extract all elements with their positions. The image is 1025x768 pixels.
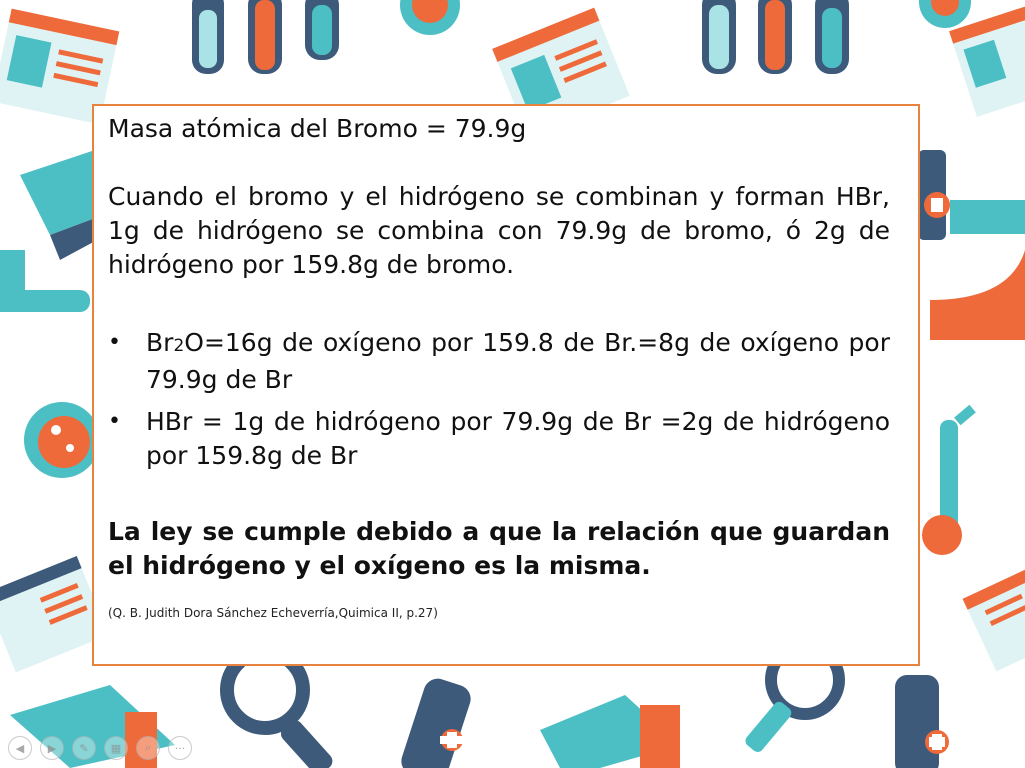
round-flask-icon: [24, 402, 100, 478]
atomic-mass-line: Masa atómica del Bromo = 79.9g: [108, 114, 527, 143]
combination-paragraph: Cuando el bromo y el hidrógeno se combinan y forman HBr, 1g de hidrógeno se combina con 79.9g de bromo, ó 2g de hidrógeno por 159.8g de bromo.: [108, 182, 890, 279]
bullet-dot: •: [108, 330, 121, 355]
test-tube-icon: [702, 0, 849, 74]
more-icon: ···: [174, 741, 186, 755]
pen-tool-button[interactable]: [72, 736, 96, 760]
zoom-button[interactable]: [136, 736, 160, 760]
see-all-slides-button[interactable]: [104, 736, 128, 760]
previous-slide-button[interactable]: [8, 736, 32, 760]
more-options-button[interactable]: [168, 736, 192, 760]
slide-content-box: [92, 104, 920, 666]
magnifier-icon: [227, 652, 336, 768]
next-slide-button[interactable]: [40, 736, 64, 760]
arrow-left-icon: ◀: [15, 741, 25, 755]
microscope-icon: [918, 150, 1025, 340]
subscript: 2: [173, 336, 185, 356]
arrow-right-icon: ▶: [47, 741, 57, 755]
flask-top-icon: [400, 0, 460, 35]
bullet-prefix: Br: [146, 328, 174, 357]
bullet-text: O=16g de oxígeno por 159.8 de Br.=8g de oxígeno por 79.9g de Br: [146, 328, 890, 394]
list-item: [108, 326, 890, 397]
list-item: [108, 405, 890, 473]
citation-text: (Q. B. Judith Dora Sánchez Echeverría,Quimica II, p.27): [108, 606, 438, 620]
pen-icon: ✎: [79, 741, 89, 755]
thermometer-icon: [922, 405, 976, 555]
syringe-icon: [895, 675, 949, 768]
conclusion-text: La ley se cumple debido a que la relación que guardan el hidrógeno y el oxígeno es la misma.: [108, 517, 890, 580]
magnifier-icon: ⌕: [144, 741, 152, 754]
grid-icon: ▦: [110, 741, 122, 755]
presentation-nav: [8, 735, 192, 761]
bullet-list: [108, 326, 890, 473]
microscope-icon: [0, 250, 90, 312]
bullet-dot: •: [108, 409, 121, 434]
bullet-text: HBr = 1g de hidrógeno por 79.9g de Br =2g de hidrógeno por 159.8g de Br: [146, 407, 890, 470]
test-tube-icon: [192, 0, 339, 74]
syringe-icon: [398, 675, 475, 768]
graduation-cap-icon: [540, 695, 680, 768]
flask-top-icon: [919, 0, 971, 28]
id-card-icon: [963, 561, 1025, 672]
